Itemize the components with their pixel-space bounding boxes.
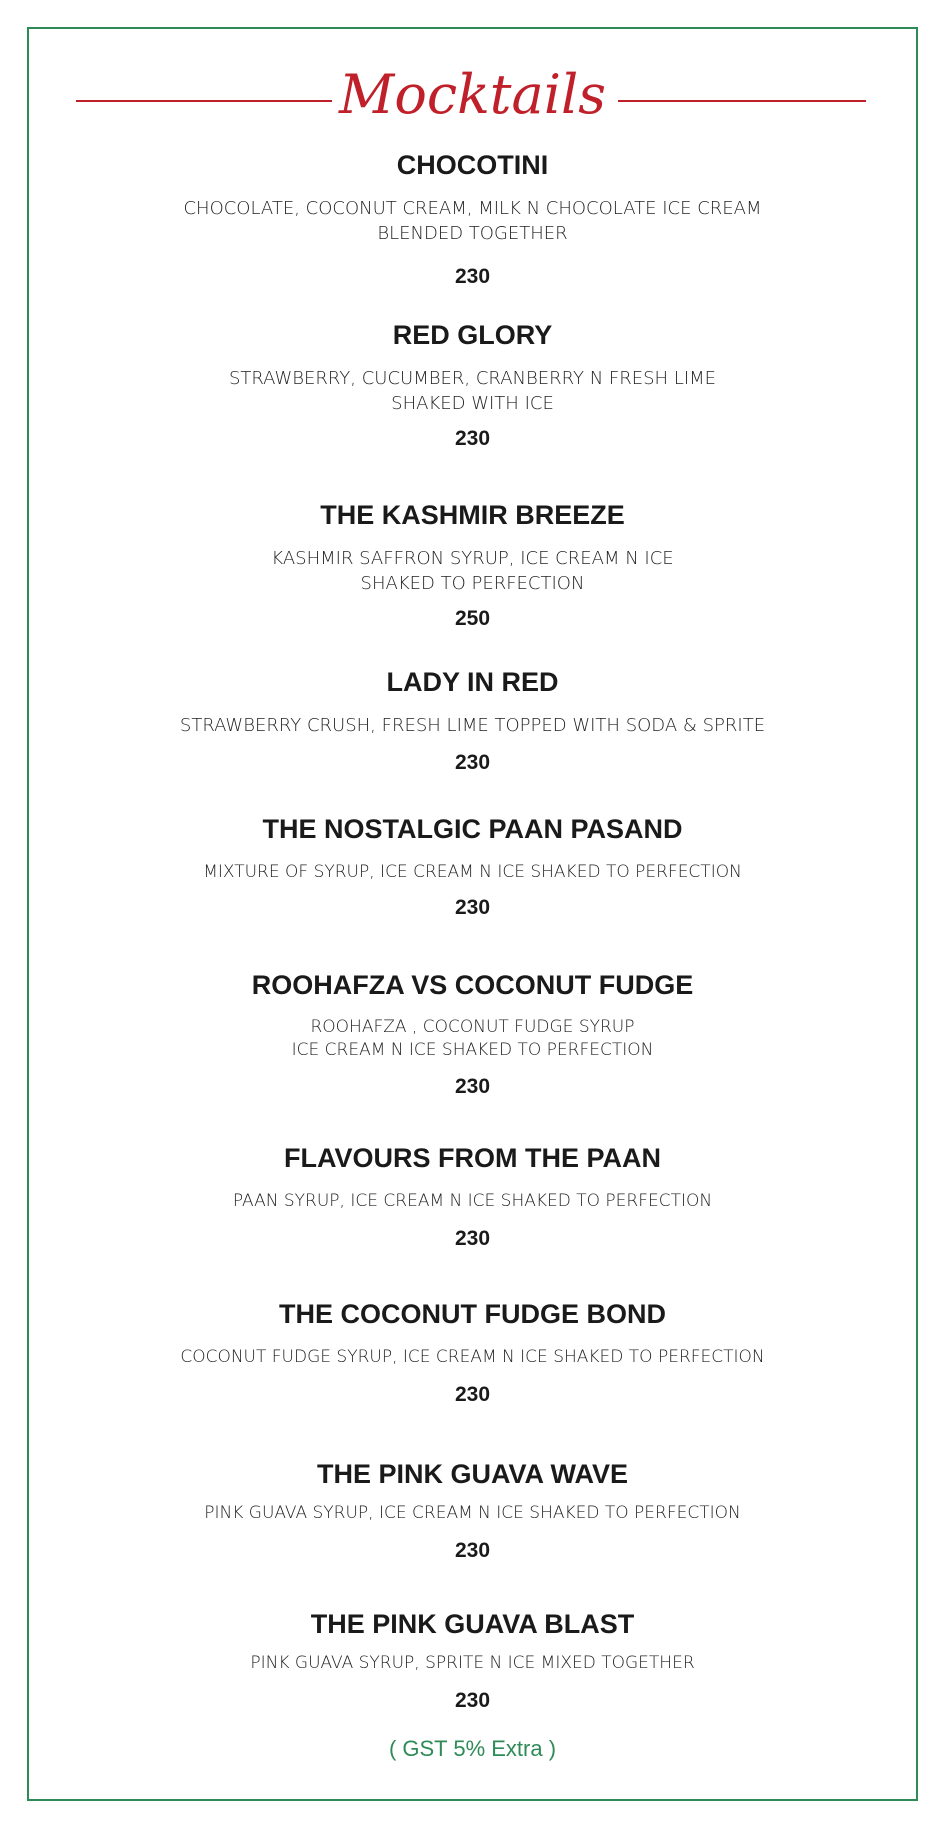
menu-item-coconut-fudge-bond (60, 1297, 885, 1408)
item-description-line: KASHMIR SAFFRON SYRUP, ICE CREAM N ICE (271, 548, 674, 569)
gst-note: ( GST 5% Extra ) (388, 1736, 557, 1761)
item-description (60, 196, 885, 246)
item-price: 230 (454, 1539, 491, 1562)
menu-item-kashmir-breeze (60, 498, 885, 632)
item-price: 230 (454, 1227, 491, 1250)
menu-item-red-glory (60, 318, 885, 452)
item-description (60, 860, 885, 885)
menu-header (0, 62, 945, 132)
item-description (60, 1501, 885, 1526)
item-description (60, 1651, 885, 1676)
item-price: 230 (454, 265, 491, 288)
item-price: 230 (454, 751, 491, 774)
item-description (60, 1345, 885, 1370)
item-description-line: MIXTURE OF SYRUP, ICE CREAM N ICE SHAKED TO PERFECTION (203, 862, 742, 882)
item-name: THE PINK GUAVA WAVE (316, 1459, 628, 1489)
menu-item-flavours-from-the-paan (60, 1141, 885, 1252)
item-name: THE COCONUT FUDGE BOND (279, 1299, 666, 1329)
item-price: 230 (454, 1075, 491, 1098)
menu-item-chocotini (60, 148, 885, 290)
menu-item-pink-guava-blast (60, 1607, 885, 1714)
menu-item-pink-guava-wave (60, 1457, 885, 1564)
item-name: THE NOSTALGIC PAAN PASAND (262, 814, 683, 844)
title-rule-right (618, 100, 866, 102)
item-name: FLAVOURS FROM THE PAAN (284, 1143, 661, 1173)
item-description (60, 546, 885, 596)
item-price: 230 (454, 1383, 491, 1406)
item-price: 250 (454, 607, 491, 630)
item-name: THE KASHMIR BREEZE (320, 500, 625, 530)
item-description-line: PAAN SYRUP, ICE CREAM N ICE SHAKED TO PERFECTION (232, 1191, 713, 1211)
item-name: THE PINK GUAVA BLAST (310, 1609, 635, 1639)
item-description-line: BLENDED TOGETHER (377, 223, 568, 244)
item-name: LADY IN RED (386, 667, 559, 697)
item-description-line: SHAKED TO PERFECTION (360, 573, 585, 594)
page-title: Mocktails (339, 63, 606, 126)
item-description (60, 366, 885, 416)
item-description (60, 713, 885, 738)
item-description-line: PINK GUAVA SYRUP, ICE CREAM N ICE SHAKED TO PERFECTION (204, 1503, 741, 1523)
item-description-line: ROOHAFZA , COCONUT FUDGE SYRUP (310, 1017, 635, 1037)
item-description-line: STRAWBERRY CRUSH, FRESH LIME TOPPED WITH SODA & SPRITE (179, 715, 766, 736)
item-description-line: ICE CREAM N ICE SHAKED TO PERFECTION (291, 1040, 654, 1060)
item-price: 230 (454, 896, 491, 919)
menu-item-nostalgic-paan-pasand (60, 812, 885, 921)
item-name: CHOCOTINI (396, 150, 549, 180)
item-description-line: CHOCOLATE, COCONUT CREAM, MILK N CHOCOLATE ICE CREAM (183, 198, 762, 219)
item-description (60, 1189, 885, 1214)
item-name: ROOHAFZA VS COCONUT FUDGE (251, 970, 694, 1000)
item-description-line: STRAWBERRY, CUCUMBER, CRANBERRY N FRESH LIME (228, 368, 717, 389)
item-description-line: SHAKED WITH ICE (391, 393, 554, 414)
item-description (60, 1016, 885, 1062)
menu-item-roohafza-vs-coconut-fudge (60, 968, 885, 1100)
item-description-line: PINK GUAVA SYRUP, SPRITE N ICE MIXED TOGETHER (250, 1653, 695, 1673)
item-price: 230 (454, 427, 491, 450)
item-price: 230 (454, 1689, 491, 1712)
item-name: RED GLORY (392, 320, 553, 350)
item-description-line: COCONUT FUDGE SYRUP, ICE CREAM N ICE SHAKED TO PERFECTION (180, 1347, 765, 1367)
menu-item-lady-in-red (60, 665, 885, 776)
